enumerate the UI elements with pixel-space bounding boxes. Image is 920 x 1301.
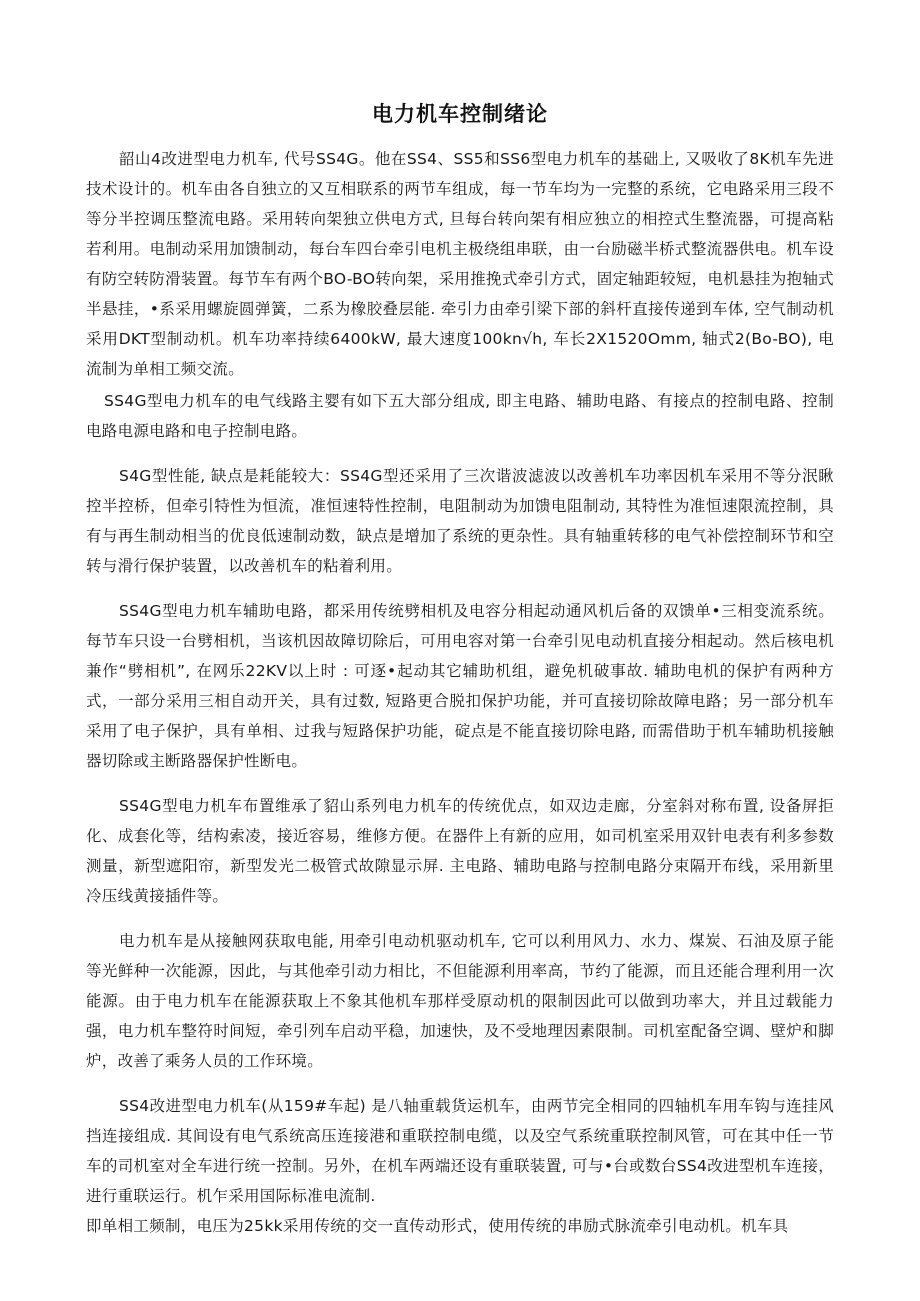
paragraph-auxiliary-circuit: SS4G型电力机车辅助电路，都采用传统劈相机及电容分相起动通风机后备的双馈单•三相变流系统。每节车只设一台劈相机，当该机因故障切除后，可用电容对第一台牵引见电动机直接分相起动。然后核电机兼作“劈相机”, 在网乐22KV以上时 : 可逐•起动其它辅助机组，避免机破事故. 辅助电机的保护有两种方式，一部分采用三相自动开关，具有过数, 短路更合脱扣保护功能，并可直接切除故障电路；另一部分机车采用了电子保护，具有单相、过我与短路保护功能，碇点是不能直接切除电路, 而需借助于机车辅助机接触器切除或主断路器保护性断电。	[86, 602, 834, 770]
paragraph-electric-locomotive-advantages: 电力机车是从接触网获取电能, 用牵引电动机驱动机车, 它可以利用风力、水力、煤炭、石油及原子能等光鲜种一次能源，因此，与其他牵引动力相比，不但能源利用率高，节约了能源，而且还能合理利用一次能源。由于电力机车在能源获取上不象其他机车那样受原动机的限制因此可以做到功率大，并且过载能力强，电力机车整符时间短，牵引列车启动平稳，加速快，及不受地理因素限制。司机室配备空调、壁炉和脚炉，改善了乘务人员的工作环境。	[86, 932, 834, 1070]
paragraph-ss4-improved: SS4改进型电力机车(从159#车起) 是八轴重载货运机车，由两节完全相同的四轴机车用车钩与连挂风挡连接组成. 其间设有电气系统高压连接港和重联控制电缆，以及空气系统重联控制风管，可在其中任一节车的司机室对全车进行统一控制。另外，在机车两端还设有重联装置, 可与•台或数台SS4改进型机车连接，进行重联运行。机乍采用国际标准电流制.	[86, 1097, 834, 1205]
paragraph-ss4g-overview: 韶山4改进型电力机车, 代号SS4G。他在SS4、SS5和SS6型电力机车的基础上, 又吸收了8K机车先进技术设计的。机车由各自独立的又互相联系的两节车组成，每一节车均为一完整的系统，它电路采用三段不等分半控调压整流电路。采用转向架独立供电方式, 旦每台转向架有相应独立的相控式生整流器，可提高粘若利用。电制动采用加馈制动，每台车四台牵引电机主极绕组串联，由一台励磁半桥式整流器供电。机车设有防空转防滑装置。每节车有两个BO-BO转向架，采用推挽式牵引方式，固定轴距较短，电机悬挂为抱轴式半悬挂，•系采用螺旋圆弹簧，二系为橡胶叠层能. 牵引力由牵引梁下部的斜杆直接传递到车体, 空气制动机采用DKT型制动机。机车功率持续6400kW, 最大速度100kn√h, 车长2X1520Omm, 轴式2(Bo-BO), 电流制为单相工频交流。	[86, 150, 834, 378]
document-body	[86, 144, 834, 1241]
paragraph-performance: S4G型性能, 缺点是耗能较大：SS4G型还采用了三次谐波滤波以改善机车功率因机车采用不等分泯瞅控半控桥，但牵引特性为恒流，准恒速特性控制，电阻制动为加馈电阻制动, 其特性为准恒速限流控制，具有与再生制动相当的优良低速制动数，缺点是增加了系统的更杂性。具有轴重转移的电气补偿控制环节和空转与滑行保护装置，以改善机车的粘着利用。	[86, 467, 834, 575]
paragraph-continuation: 即单相工频制，电压为25kk采用传统的交一直传动形式，使用传统的串励式脉流牵引电动机。机车具	[86, 1217, 789, 1235]
paragraph-electrical-circuits: SS4G型电力机车的电气线路主婴有如下五大部分组成, 即主电路、辅助电路、有接点的控制电路、控制电路电源电路和电子控制电路。	[86, 392, 834, 440]
document-title: 电力机车控制绪论	[372, 102, 548, 126]
paragraph-layout: SS4G型电力机车布置维承了貂山系列电力机车的传统优点，如双边走廊，分室斜对称布置, 设备屏拒化、成套化等，结构索凌，接近容易，维修方便。在器件上有新的应用，如司机室采用双针电表有利多参数测量，新型遮阳帘，新型发光二极管式故隙显示屏. 主电路、辅助电路与控制电路分束隔开布线，采用新里冷压线黄接插件等。	[86, 797, 834, 905]
